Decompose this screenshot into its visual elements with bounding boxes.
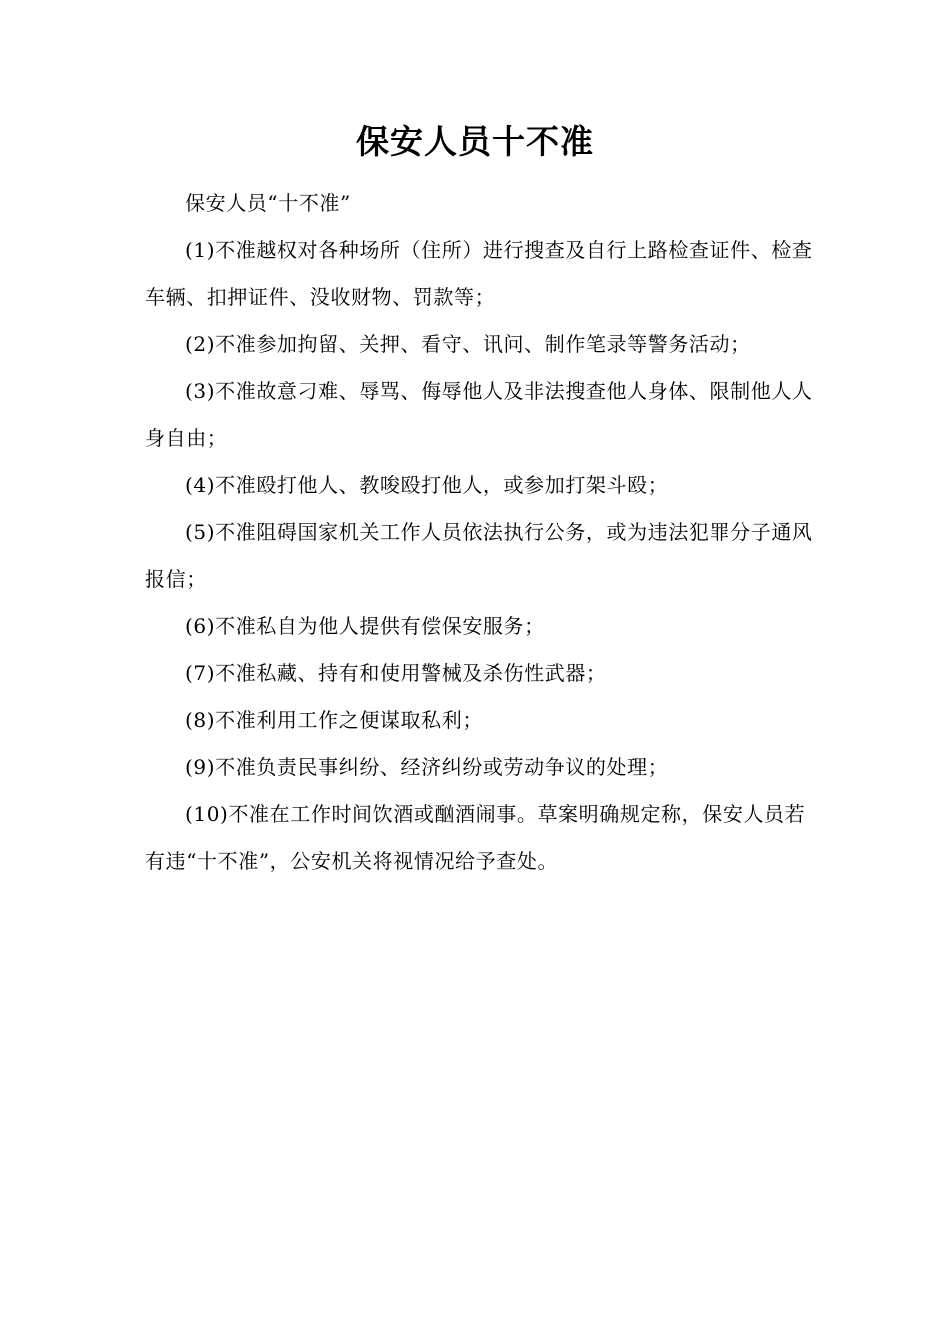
rule-item-10: (10)不准在工作时间饮酒或酗酒闹事。草案明确规定称，保安人员若有违“十不准”，公安机关将视情况给予查处。	[145, 802, 806, 873]
rule-item-3: (3)不准故意刁难、辱骂、侮辱他人及非法搜查他人身体、限制他人人身自由；	[145, 379, 813, 450]
document-body	[145, 180, 825, 885]
document-subtitle: 保安人员“十不准”	[185, 191, 351, 215]
rule-item-1: (1)不准越权对各种场所（住所）进行搜查及自行上路检查证件、检查车辆、扣押证件、没收财物、罚款等；	[145, 238, 813, 309]
rule-item-6: (6)不准私自为他人提供有偿保安服务；	[185, 614, 545, 638]
rule-item-2: (2)不准参加拘留、关押、看守、讯问、制作笔录等警务活动；	[185, 332, 751, 356]
rule-item-7: (7)不准私藏、持有和使用警械及杀伤性武器；	[185, 661, 607, 685]
rule-item-9: (9)不准负责民事纠纷、经济纠纷或劳动争议的处理；	[185, 755, 669, 779]
rule-item-8: (8)不准利用工作之便谋取私利；	[185, 708, 483, 732]
document-title: 保安人员十不准	[356, 122, 594, 161]
rule-item-4: (4)不准殴打他人、教唆殴打他人，或参加打架斗殴；	[185, 473, 669, 497]
rule-item-5: (5)不准阻碍国家机关工作人员依法执行公务，或为违法犯罪分子通风报信；	[145, 520, 813, 591]
